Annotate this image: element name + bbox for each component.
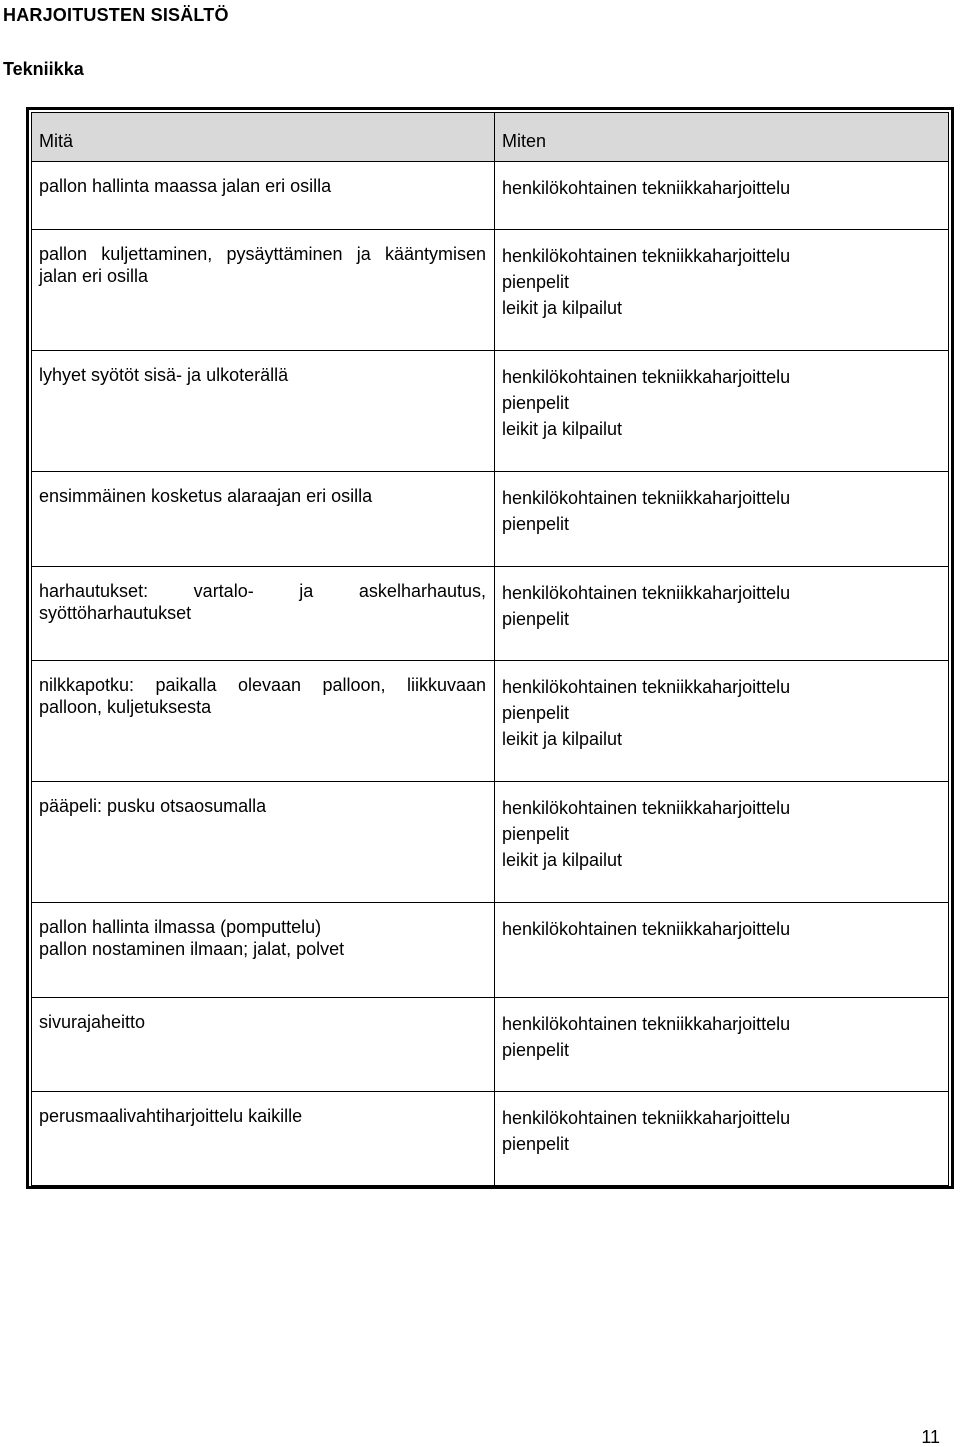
- table-row: [32, 782, 949, 903]
- cell-how: [495, 472, 949, 567]
- header-how: Miten: [495, 113, 949, 162]
- how-item: leikit ja kilpailut: [502, 298, 623, 318]
- cell-what: [32, 1092, 495, 1186]
- cell-how: [495, 1092, 949, 1186]
- cell-what: [32, 661, 495, 782]
- table-row: [32, 661, 949, 782]
- content-table-frame: [26, 107, 954, 1189]
- cell-how: [495, 903, 949, 998]
- how-item: henkilökohtainen tekniikkaharjoittelu: [502, 488, 791, 508]
- table-header-row: [32, 113, 949, 162]
- how-item: pienpelit: [502, 272, 570, 292]
- what-text: pallon hallinta maassa jalan eri osilla: [39, 176, 332, 196]
- how-item: henkilökohtainen tekniikkaharjoittelu: [502, 1014, 791, 1034]
- cell-what: [32, 162, 495, 230]
- header-what: Mitä: [32, 113, 495, 162]
- what-text: pallon kuljettaminen, pysäyttäminen ja kääntymisen jalan eri osilla: [39, 244, 486, 286]
- page-number: 11: [921, 1427, 940, 1447]
- section-title: Tekniikka: [3, 59, 84, 79]
- table-row: [32, 903, 949, 998]
- what-text: pallon nostaminen ilmaan; jalat, polvet: [39, 939, 345, 959]
- cell-how: [495, 567, 949, 661]
- how-item: leikit ja kilpailut: [502, 729, 623, 749]
- table-row: [32, 1092, 949, 1186]
- how-item: henkilökohtainen tekniikkaharjoittelu: [502, 178, 791, 198]
- table-row: [32, 567, 949, 661]
- what-text: harhautukset: vartalo- ja askelharhautus, syöttöharhautukset: [39, 581, 486, 623]
- what-text: pallon hallinta ilmassa (pomputtelu): [39, 917, 322, 937]
- what-text: ensimmäinen kosketus alaraajan eri osilla: [39, 486, 373, 506]
- cell-how: [495, 782, 949, 903]
- table-row: [32, 230, 949, 351]
- cell-how: [495, 661, 949, 782]
- cell-what: [32, 782, 495, 903]
- how-item: henkilökohtainen tekniikkaharjoittelu: [502, 677, 791, 697]
- how-item: pienpelit: [502, 609, 570, 629]
- how-item: leikit ja kilpailut: [502, 419, 623, 439]
- document-heading: HARJOITUSTEN SISÄLTÖ: [3, 5, 229, 25]
- cell-what: [32, 230, 495, 351]
- how-item: pienpelit: [502, 824, 570, 844]
- content-table: [31, 112, 949, 1186]
- cell-how: [495, 230, 949, 351]
- cell-what: [32, 998, 495, 1092]
- how-item: henkilökohtainen tekniikkaharjoittelu: [502, 919, 791, 939]
- cell-what: [32, 351, 495, 472]
- what-text: pääpeli: pusku otsaosumalla: [39, 796, 267, 816]
- how-item: pienpelit: [502, 1134, 570, 1154]
- how-item: leikit ja kilpailut: [502, 850, 623, 870]
- how-item: pienpelit: [502, 393, 570, 413]
- what-text: lyhyet syötöt sisä- ja ulkoterällä: [39, 365, 289, 385]
- table-row: [32, 162, 949, 230]
- how-item: pienpelit: [502, 1040, 570, 1060]
- cell-how: [495, 351, 949, 472]
- table-row: [32, 351, 949, 472]
- how-item: henkilökohtainen tekniikkaharjoittelu: [502, 367, 791, 387]
- cell-what: [32, 903, 495, 998]
- cell-how: [495, 162, 949, 230]
- how-item: henkilökohtainen tekniikkaharjoittelu: [502, 798, 791, 818]
- how-item: pienpelit: [502, 703, 570, 723]
- how-item: henkilökohtainen tekniikkaharjoittelu: [502, 246, 791, 266]
- what-text: nilkkapotku: paikalla olevaan palloon, liikkuvaan palloon, kuljetuksesta: [39, 675, 486, 717]
- table-row: [32, 472, 949, 567]
- table-row: [32, 998, 949, 1092]
- how-item: pienpelit: [502, 514, 570, 534]
- what-text: perusmaalivahtiharjoittelu kaikille: [39, 1106, 303, 1126]
- cell-what: [32, 472, 495, 567]
- how-item: henkilökohtainen tekniikkaharjoittelu: [502, 1108, 791, 1128]
- how-item: henkilökohtainen tekniikkaharjoittelu: [502, 583, 791, 603]
- cell-how: [495, 998, 949, 1092]
- cell-what: [32, 567, 495, 661]
- what-text: sivurajaheitto: [39, 1012, 146, 1032]
